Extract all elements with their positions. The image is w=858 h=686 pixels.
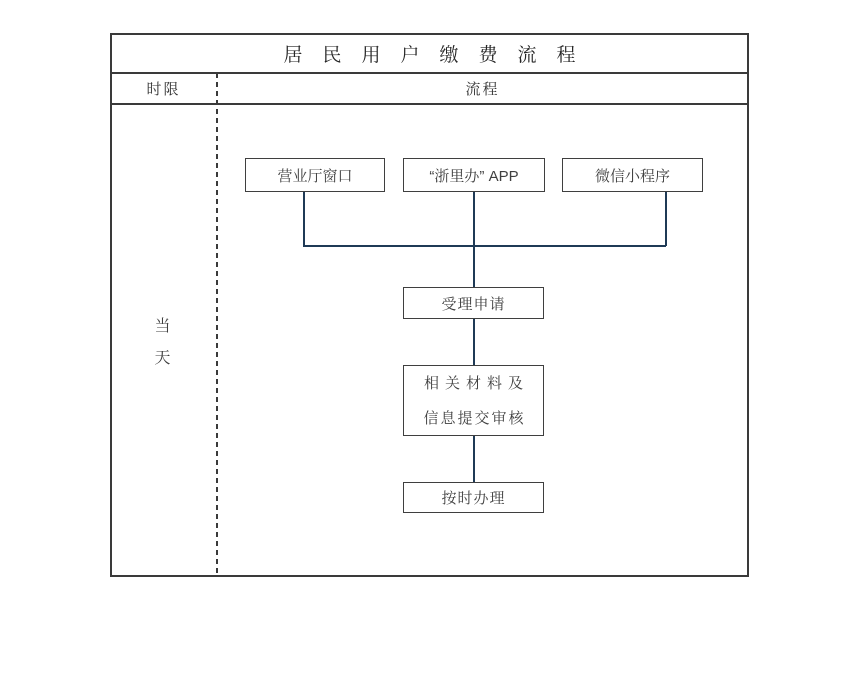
flow-box-handle-on-time: 按时办理 [403, 482, 544, 513]
header-process: 流程 [465, 81, 500, 98]
connector-wechat-down [665, 192, 667, 246]
connector-hall-down [303, 192, 305, 246]
time-limit-char-1: 当 [154, 318, 172, 335]
connector-accept-to-review [473, 319, 475, 365]
column-divider-dashed [216, 73, 218, 576]
connector-join-horizontal [303, 245, 666, 247]
flow-box-hall-window: 营业厅窗口 [245, 158, 385, 192]
time-limit-char-2: 天 [154, 350, 172, 367]
flow-box-wechat-miniprogram: 微信小程序 [562, 158, 703, 192]
flow-box-accept-application: 受理申请 [403, 287, 544, 319]
header-time-limit: 时限 [146, 81, 181, 98]
time-limit-value [110, 311, 216, 375]
material-review-line-2: 信息提交审核 [423, 409, 526, 427]
chart-title-row [112, 35, 747, 72]
chart-title: 居民用户缴费流程 [283, 45, 596, 66]
flow-box-material-review [403, 365, 544, 436]
flow-box-zheliban-app: “浙里办” APP [403, 158, 545, 192]
connector-app-down [473, 192, 475, 287]
header-divider-line [111, 103, 748, 105]
connector-review-to-complete [473, 436, 475, 482]
material-review-line-1: 相关材料及 [423, 374, 529, 392]
